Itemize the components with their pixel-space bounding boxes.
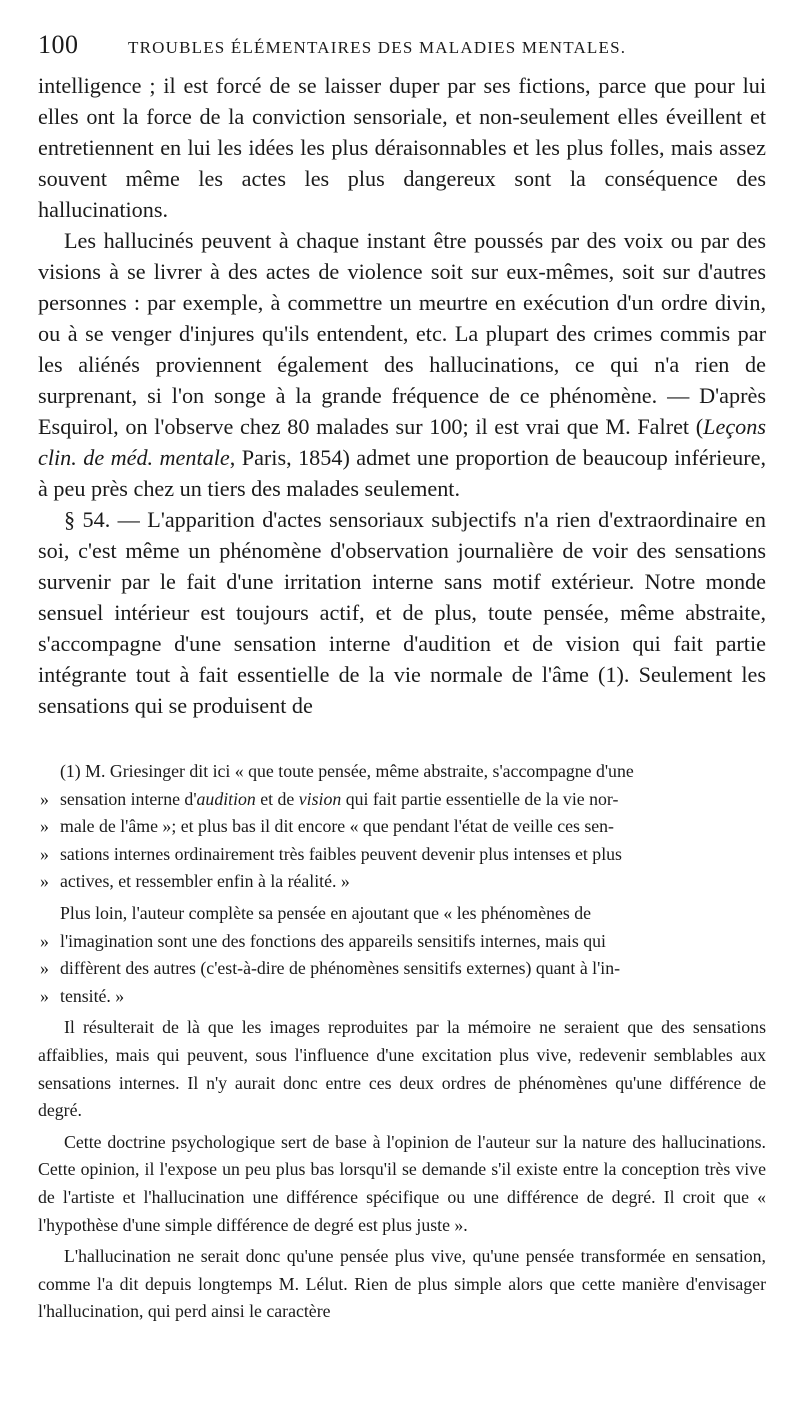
footnote-1-line-2-b: et de [255,788,299,809]
footnote-2-line-4: » tensité. » [60,983,766,1011]
paragraph-1: intelligence ; il est forcé de se laisser duper par ses fictions, parce que pour lui elles ont la force de la conviction sensoriale, et non-seulement elles éveillent et entretiennent en lui les idées les plus déraisonnables et les plus folles, mais assez souvent même les actes les plus dangereux sont la conséquence des hallucinations. [38,73,766,222]
footnote-2-line-2: » l'imagination sont une des fonctions des appareils sensitifs internes, mais qui [60,928,766,956]
footnote-1-line-1: (1) M. Griesinger dit ici « que toute pensée, même abstraite, s'accompagne d'une [60,761,634,781]
footnote-5: L'hallucination ne serait donc qu'une pensée plus vive, qu'une pensée transformée en sensation, comme l'a dit depuis longtemps M. Lélut. Rien de plus simple alors que cette manière d'envisager l'hallucination, qui perd ainsi le caractère [38,1246,766,1322]
paragraph-2-part-a: Les hallucinés peuvent à chaque instant être poussés par des voix ou par des visions à se livrer à des actes de violence soit sur eux-mêmes, soit sur d'autres personnes : par exemple, à commettre un meurtre en exécution d'un ordre divin, ou à se venger d'injures qu'ils entendent, etc. La plupart des crimes commis par les aliénés proviennent également des hallucinations, ce qui n'a rien de surprenant, si l'on songe à la grande fréquence de ce phénomène. — D'après Esquirol, on l'observe chez 80 malades sur 100; il est vrai que M. Falret ( [38,228,766,439]
main-text [38,70,766,721]
footnote-1-line-2 [60,786,766,814]
paragraph-2-part-b: , Paris, 1854) admet une proportion de beaucoup inférieure, à peu près chez un tiers des malades seulement. [38,445,766,501]
footnote-1-line-3: » male de l'âme »; et plus bas il dit encore « que pendant l'état de veille ces sen- [60,813,766,841]
footnote-vision: vision [298,788,342,809]
citation-title: Leçons clin. de méd. mentale [38,414,766,470]
footnote-1-line-4: » sations internes ordinairement très faibles peuvent devenir plus intenses et plus [60,841,766,869]
footnote-1-line-5: » actives, et ressembler enfin à la réalité. » [60,868,766,896]
footnote-1-line-2-c: qui fait partie essentielle de la vie nor- [341,788,619,809]
page-number: 100 [38,30,79,59]
footnotes [38,758,766,1326]
footnote-1-line-2-a: sensation interne d' [60,788,197,809]
footnote-2-line-1: Plus loin, l'auteur complète sa pensée en ajoutant que « les phénomènes de [60,902,592,923]
footnote-3: Il résulterait de là que les images reproduites par la mémoire ne seraient que des sensations affaiblies, mais qui peuvent, sous l'influence d'une excitation plus vive, redevenir semblables aux sensations internes. Il n'y aurait donc entre ces deux ordres de phénomènes qu'une différence de degré. [38,1017,766,1121]
footnote-4: Cette doctrine psychologique sert de base à l'opinion de l'auteur sur la nature des hallucinations. Cette opinion, il l'expose un peu plus bas lorsqu'il se demande s'il existe entre la conception très vive de l'artiste et l'hallucination une différence spécifique ou une différence de degré. Il croit que « l'hypothèse d'une simple différence de degré est plus juste ». [38,1131,766,1235]
footnote-2-line-3: » diffèrent des autres (c'est-à-dire de phénomènes sensitifs externes) quant à l'in- [60,955,766,983]
footnote-2 [38,900,766,1010]
running-head: TROUBLES ÉLÉMENTAIRES DES MALADIES MENTALES. [128,38,627,57]
paragraph-3: § 54. — L'apparition d'actes sensoriaux subjectifs n'a rien d'extraordinaire en soi, c'est même un phénomène d'observation journalière de voir des sensations survenir par le fait d'une irritation interne sans motif extérieur. Notre monde sensuel intérieur est toujours actif, et de plus, toute pensée, même abstraite, s'accompagne d'une sensation interne d'audition et de vision qui fait partie intégrante tout à fait essentielle de la vie normale de l'âme (1). Seulement les sensations qui se produisent de [38,507,766,718]
paragraph-2 [38,225,766,504]
footnote-1 [38,758,766,896]
footnote-audition: audition [196,788,256,809]
page-header [38,30,766,70]
